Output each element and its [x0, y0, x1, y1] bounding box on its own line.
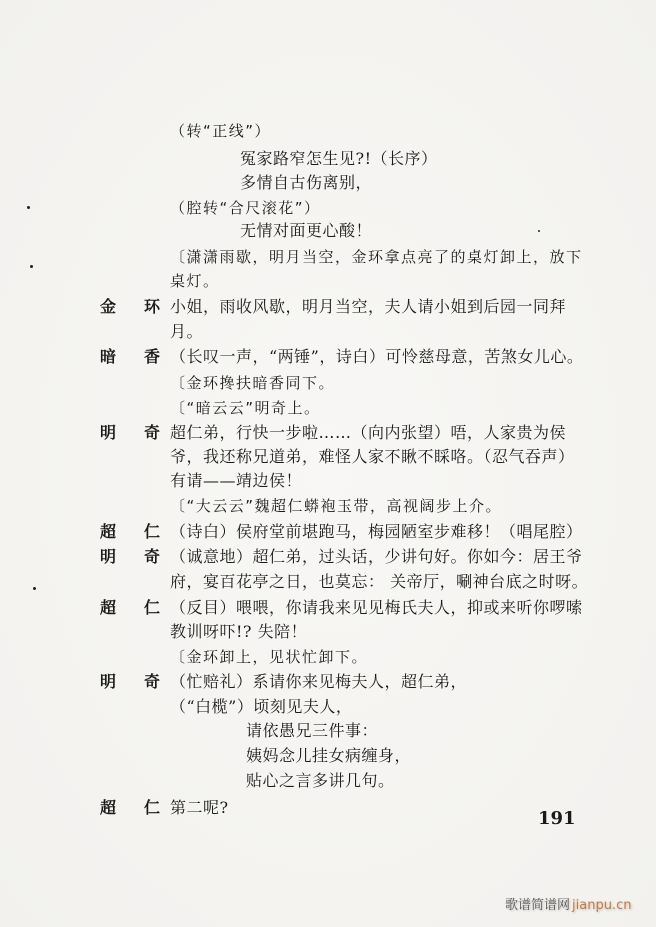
- speaker-char: 明: [100, 423, 117, 442]
- speaker-char: 环: [143, 297, 160, 316]
- singing-direction: （腔转“合尺滚花”）: [170, 199, 321, 217]
- speaker-label: [100, 798, 160, 818]
- watermark: [505, 894, 631, 913]
- dialogue-line: （诗白）侯府堂前堪跑马，梅园陋室步难移！（唱尾腔）: [170, 522, 583, 541]
- speaker-char: 超: [100, 798, 117, 817]
- dialogue-line: 教训呀吓!? 失陪！: [170, 622, 308, 641]
- scan-speck: [30, 265, 33, 268]
- dialogue-line: 府，宴百花亭之日，也莫忘： 关帝厅，唰神台底之时呀。: [170, 572, 589, 591]
- dialogue-line: 超仁弟，行快一步啦……（向内张望）唔，人家贵为侯: [170, 423, 567, 442]
- page-number: 191: [538, 808, 576, 829]
- stage-direction: 〔金环搀扶暗香同下。: [170, 374, 336, 392]
- dialogue-line: 小姐，雨收风歇，明月当空，夫人请小姐到后园一同拜: [170, 297, 567, 316]
- speaker-char: 超: [100, 598, 117, 617]
- dialogue-line: 爷，我还称兄道弟，难怪人家不瞅不睬咯。（忍气吞声）: [170, 447, 575, 466]
- dialogue-line: （长叹一声，“两锤”，诗白）可怜慈母意，苦煞女儿心。: [170, 347, 584, 366]
- speaker-char: 超: [100, 522, 117, 541]
- stage-direction: 〔金环卸上，见状忙卸下。: [170, 648, 369, 666]
- speaker-label: [100, 347, 160, 367]
- speaker-char: 明: [100, 672, 117, 691]
- singing-direction: （转“正线”）: [170, 122, 272, 140]
- speaker-label: [100, 522, 160, 542]
- stage-direction: 〔“大云云”魏超仁蟒袍玉带，高视阔步上介。: [170, 497, 503, 515]
- speaker-label: [100, 598, 160, 618]
- speaker-char: 仁: [143, 522, 160, 541]
- lyric-line: 姨妈念儿挂女病缠身，: [246, 746, 412, 765]
- stage-direction: 桌灯。: [170, 272, 220, 290]
- speaker-char: 香: [143, 347, 160, 366]
- lyric-line: 请依愚兄三件事：: [246, 721, 379, 740]
- dialogue-line: 有请——靖边侯！: [170, 471, 303, 490]
- speaker-label: [100, 672, 160, 692]
- watermark-domain: jianpu.cn: [572, 898, 632, 913]
- stage-direction: 〔“暗云云”明奇上。: [170, 399, 321, 417]
- speaker-char: 暗: [100, 347, 117, 366]
- speaker-label: [100, 547, 160, 567]
- lyric-line: 多情自古伤离别，: [240, 173, 373, 192]
- speaker-char: 奇: [143, 672, 160, 691]
- scan-speck: [33, 587, 36, 590]
- speaker-label: [100, 423, 160, 443]
- dialogue-line: （诚意地）超仁弟，过头话，少讲句好。你如今：居王爷: [170, 547, 583, 566]
- speaker-char: 仁: [143, 598, 160, 617]
- dialogue-line: 月。: [170, 322, 204, 341]
- dialogue-line: （忙赔礼）系请你来见梅夫人，超仁弟，: [170, 672, 468, 691]
- dialogue-line: （反目）喂喂，你请我来见见梅氏夫人，抑或来听你啰嗦: [170, 598, 583, 617]
- scan-speck: [538, 230, 540, 232]
- speaker-char: 奇: [143, 547, 160, 566]
- stage-direction: 〔潇潇雨歇，明月当空，金环拿点亮了的桌灯卸上，放下: [170, 248, 583, 266]
- dialogue-line: 第二呢?: [170, 798, 229, 817]
- speaker-label: [100, 297, 160, 317]
- watermark-site-name: 歌谱简谱网: [505, 898, 571, 913]
- speaker-char: 金: [100, 297, 117, 316]
- singing-direction: （“白榄”）顷刻见夫人，: [170, 697, 353, 716]
- speaker-char: 仁: [143, 798, 160, 817]
- lyric-line: 无情对面更心酸！: [240, 221, 373, 240]
- scan-speck: [27, 206, 30, 209]
- lyric-line: 贴心之言多讲几句。: [246, 771, 395, 790]
- speaker-char: 奇: [143, 423, 160, 442]
- speaker-char: 明: [100, 547, 117, 566]
- lyric-line: 冤家路窄怎生见?!（长序）: [240, 149, 438, 168]
